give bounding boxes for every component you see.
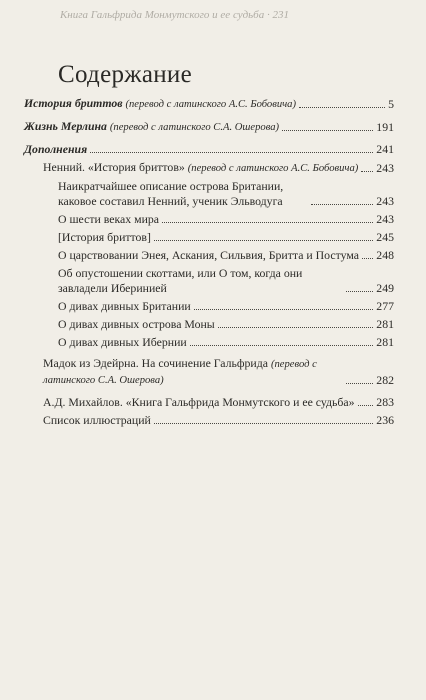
toc-entry[interactable] <box>24 179 394 209</box>
page-number: 248 <box>376 248 394 262</box>
leader-dots <box>194 309 374 310</box>
entry-note: (перевод с латинского А.С. Бобовича) <box>187 163 359 174</box>
toc-entry[interactable] <box>24 413 394 428</box>
entry-title: Дополнения <box>24 142 88 156</box>
entry-title: [История бриттов] <box>58 230 151 244</box>
leader-dots <box>299 107 385 108</box>
leader-dots <box>190 345 374 346</box>
leader-dots <box>361 171 373 172</box>
entry-title: Жизнь Мерлина <box>24 119 107 133</box>
entry-title: История бриттов <box>24 96 123 110</box>
page-number: 249 <box>376 281 394 295</box>
running-head: Книга Гальфрида Монмутского и ее судьба · 231 <box>60 9 289 21</box>
entry-title: О дивах дивных острова Моны <box>58 317 215 331</box>
page-number: 281 <box>376 317 394 331</box>
leader-dots <box>346 383 373 384</box>
entry-note: (перевод с латинского С.А. Ошерова) <box>43 359 317 386</box>
toc-entry[interactable] <box>24 248 394 263</box>
page-number: 277 <box>376 299 394 313</box>
toc-entry[interactable] <box>24 212 394 227</box>
entry-note: (перевод с латинского А.С. Бобовича) <box>125 99 297 110</box>
toc-entry[interactable] <box>24 356 394 388</box>
entry-title: Мадок из Эдейрна. На сочинение Гальфрида <box>43 356 268 370</box>
page-number: 282 <box>376 373 394 387</box>
entry-title: О царствовании Энея, Аскания, Сильвия, Бритта и Постума <box>58 248 359 262</box>
page-number: 243 <box>376 161 394 175</box>
toc-entry[interactable] <box>24 317 394 332</box>
entry-title: Наикратчайшее описание острова Британии, каковое составил Ненний, ученик Эльводуга <box>58 179 284 208</box>
toc-entry[interactable] <box>24 299 394 314</box>
leader-dots <box>282 130 373 131</box>
leader-dots <box>358 405 374 406</box>
page-number: 283 <box>376 395 394 409</box>
leader-dots <box>346 291 373 292</box>
leader-dots <box>90 152 373 153</box>
leader-dots <box>362 258 373 259</box>
entry-title: О дивах дивных Ибернии <box>58 335 187 349</box>
page-number: 236 <box>376 413 394 427</box>
leader-dots <box>154 423 373 424</box>
page-number: 281 <box>376 335 394 349</box>
toc-entry[interactable] <box>24 266 394 296</box>
leader-dots <box>218 327 374 328</box>
page-number: 245 <box>376 230 394 244</box>
entry-title: А.Д. Михайлов. «Книга Гальфрида Монмутского и ее судьба» <box>43 395 355 409</box>
page-title: Содержание <box>58 60 192 88</box>
toc-entry[interactable] <box>24 96 394 112</box>
toc-entry[interactable] <box>24 395 394 410</box>
page-number: 5 <box>388 97 394 111</box>
entry-title: Список иллюстраций <box>43 413 151 427</box>
toc-entry[interactable] <box>24 160 394 176</box>
entry-note: (перевод с латинского С.А. Ошерова) <box>109 122 280 133</box>
toc-entry[interactable] <box>24 335 394 350</box>
page-number: 243 <box>376 212 394 226</box>
leader-dots <box>154 240 373 241</box>
entry-title: Ненний. «История бриттов» <box>43 160 185 174</box>
table-of-contents <box>24 96 394 428</box>
entry-title: Об опустошении скоттами, или О том, когда они завладели Иберинией <box>58 266 303 295</box>
toc-entry[interactable] <box>24 230 394 245</box>
toc-entry[interactable] <box>24 142 394 157</box>
toc-entry[interactable] <box>24 119 394 135</box>
page-number: 191 <box>376 120 394 134</box>
leader-dots <box>311 204 373 205</box>
entry-title: О дивах дивных Британии <box>58 299 191 313</box>
page-number: 243 <box>376 194 394 208</box>
entry-title: О шести веках мира <box>58 212 160 226</box>
page-number: 241 <box>376 142 394 156</box>
leader-dots <box>162 222 373 223</box>
